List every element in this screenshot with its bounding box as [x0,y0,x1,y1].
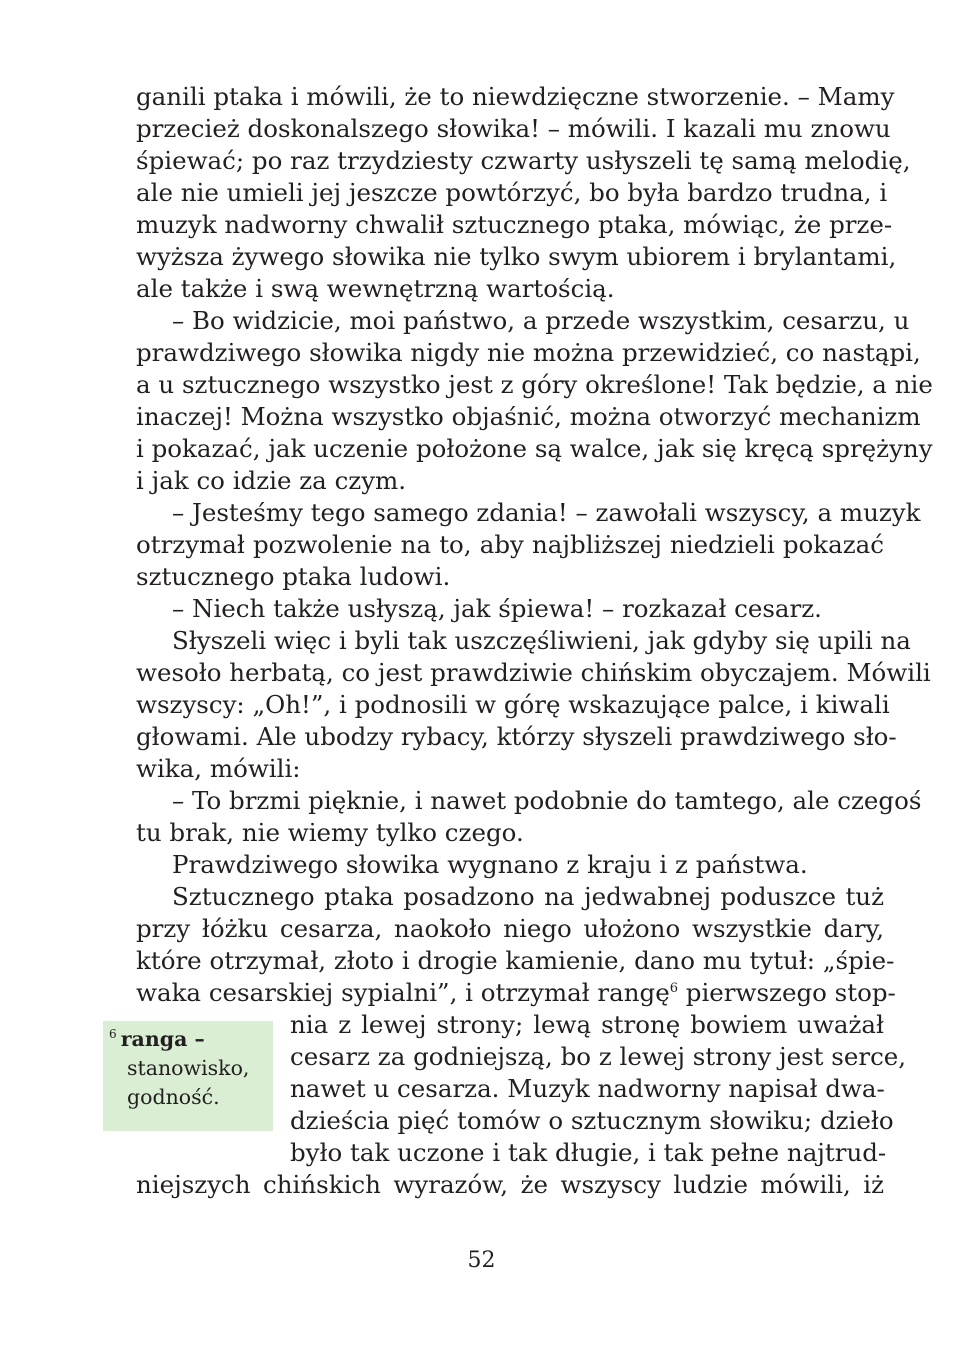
text-line: przecież doskonalszego słowika! – mówili. I kazali mu znowu [136,114,891,143]
footnote-heading [109,1025,273,1054]
text-line: niejszych chińskich wyrazów, że wszyscy ludzie mówili, iż [136,1170,884,1199]
text-line: sztucznego ptaka ludowi. [136,562,451,591]
footnote-box [103,1021,273,1131]
text-line: które otrzymał, złoto i drogie kamienie, dano mu tytuł: „śpie- [136,946,895,975]
text-line: – Jesteśmy tego samego zdania! – zawołali wszyscy, a muzyk [172,498,921,527]
text-line: ale także i swą wewnętrzną wartością. [136,274,615,303]
text-line: otrzymał pozwolenie na to, aby najbliższej niedzieli pokazać [136,530,884,559]
footnote-term: ranga – [120,1027,205,1051]
text-line: i jak co idzie za czym. [136,466,407,495]
text-line: – To brzmi pięknie, i nawet podobnie do tamtego, ale czegoś [172,786,922,815]
text-line: wesoło herbatą, co jest prawdziwie chińskim obyczajem. Mówili [136,658,931,687]
text-line: wyższa żywego słowika nie tylko swym ubiorem i brylantami, [136,242,897,271]
footnote-number: 6 [109,1027,117,1041]
page-number: 52 [467,1248,496,1273]
text-line: ale nie umieli jej jeszcze powtórzyć, bo była bardzo trudna, i [136,178,888,207]
text-line: było tak uczone i tak długie, i tak pełne najtrud- [290,1138,887,1167]
text-line: i pokazać, jak uczenie położone są walce, jak się kręcą sprężyny [136,434,933,463]
text-line: nawet u cesarza. Muzyk nadworny napisał dwa- [290,1074,885,1103]
text-line: – Niech także usłyszą, jak śpiewa! – rozkazał cesarz. [172,594,822,623]
text-line: a u sztucznego wszystko jest z góry określone! Tak będzie, a nie [136,370,933,399]
text-line: nia z lewej strony; lewą stronę bowiem uważał [290,1010,884,1039]
text-line: prawdziwego słowika nigdy nie można przewidzieć, co nastąpi, [136,338,921,367]
text-line: Słyszeli więc i byli tak uszczęśliwieni, jak gdyby się upili na [172,626,911,655]
text-line: muzyk nadworny chwalił sztucznego ptaka, mówiąc, że prze- [136,210,893,239]
footnote-reference: 6 [669,981,678,996]
text-line: – Bo widzicie, moi państwo, a przede wszystkim, cesarzu, u [172,306,910,335]
text-segment: pierwszego stop- [677,978,896,1007]
text-line: śpiewać; po raz trzydziesty czwarty usłyszeli tę samą melodię, [136,146,911,175]
text-line: ganili ptaka i mówili, że to niewdzięczne stworzenie. – Mamy [136,82,895,111]
footnote-definition: godność. [127,1085,220,1109]
footnote-definition: stanowisko, [127,1056,250,1080]
text-line-with-footnote-ref [136,977,896,1009]
text-line: cesarz za godniejszą, bo z lewej strony jest serce, [290,1042,907,1071]
text-line: inaczej! Można wszystko objaśnić, można otworzyć mechanizm [136,402,921,431]
text-line: Prawdziwego słowika wygnano z kraju i z państwa. [172,850,808,879]
text-line: głowami. Ale ubodzy rybacy, którzy słyszeli prawdziwego sło- [136,722,897,751]
text-line: przy łóżku cesarza, naokoło niego ułożono wszystkie dary, [136,914,884,943]
text-segment: waka cesarskiej sypialni”, i otrzymał rangę [136,978,670,1007]
text-line: wszyscy: „Oh!”, i podnosili w górę wskazujące palce, i kiwali [136,690,890,719]
text-line: dzieścia pięć tomów o sztucznym słowiku; dzieło [290,1106,894,1135]
text-line: Sztucznego ptaka posadzono na jedwabnej poduszce tuż [172,882,884,911]
text-line: wika, mówili: [136,754,301,783]
text-line: tu brak, nie wiemy tylko czego. [136,818,524,847]
